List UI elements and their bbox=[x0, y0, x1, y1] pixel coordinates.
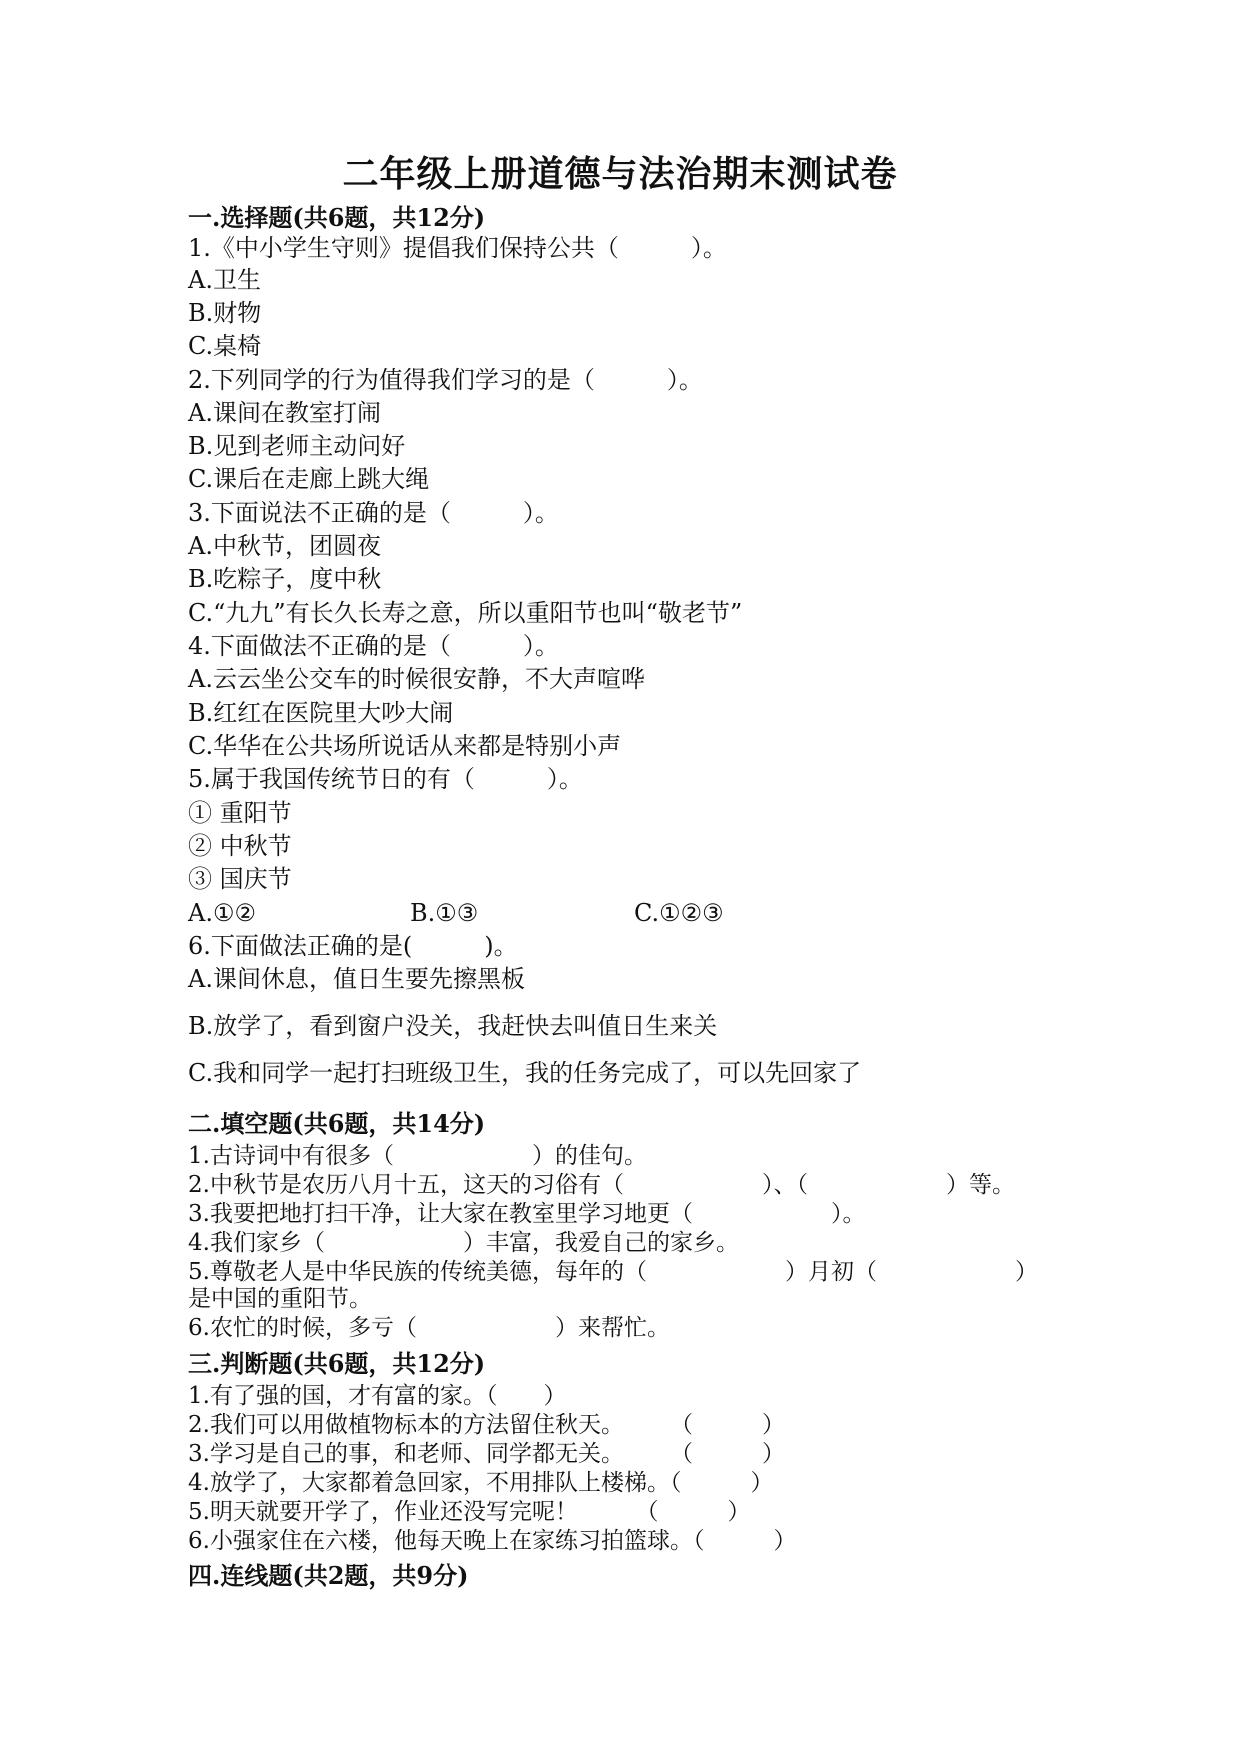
judge-question-4: 4.放学了，大家都着急回家，不用排队上楼梯。（ ） bbox=[188, 1470, 774, 1496]
judge-question-6: 6.小强家住在六楼，他每天晚上在家练习拍篮球。（ ） bbox=[188, 1528, 797, 1554]
fill-question-5: 5.尊敬老人是中华民族的传统美德，每年的（ ）月初（ ） bbox=[188, 1259, 1038, 1285]
question-6-stem: 6.下面做法正确的是( )。 bbox=[188, 932, 518, 960]
question-1-option-b: B.财物 bbox=[188, 299, 262, 327]
question-6-option-c: C.我和同学一起打扫班级卫生，我的任务完成了，可以先回家了 bbox=[188, 1059, 862, 1087]
question-4-option-a: A.云云坐公交车的时候很安静，不大声喧哗 bbox=[188, 665, 645, 693]
question-5-option-b: B.①③ bbox=[410, 899, 479, 927]
section-heading-true-false: 三.判断题(共6题，共12分) bbox=[188, 1349, 486, 1378]
question-4-option-c: C.华华在公共场所说话从来都是特别小声 bbox=[188, 732, 622, 760]
question-6-option-b: B.放学了，看到窗户没关，我赶快去叫值日生来关 bbox=[188, 1012, 718, 1040]
fill-question-5-continued: 是中国的重阳节。 bbox=[188, 1286, 372, 1312]
question-3-option-b: B.吃粽子，度中秋 bbox=[188, 565, 382, 593]
question-3-option-a: A.中秋节，团圆夜 bbox=[188, 532, 381, 560]
question-2-stem: 2.下列同学的行为值得我们学习的是（ ）。 bbox=[188, 366, 703, 394]
judge-question-3: 3.学习是自己的事，和老师、同学都无关。 （ ） bbox=[188, 1441, 785, 1467]
question-2-option-b: B.见到老师主动问好 bbox=[188, 432, 406, 460]
question-5-option-a: A.①② bbox=[188, 899, 256, 927]
judge-question-5: 5.明天就要开学了，作业还没写完呢！ （ ） bbox=[188, 1499, 751, 1525]
fill-question-1: 1.古诗词中有很多（ ）的佳句。 bbox=[188, 1143, 647, 1169]
page-title: 二年级上册道德与法治期末测试卷 bbox=[342, 153, 898, 195]
question-5-item-1: ① 重阳节 bbox=[188, 799, 292, 827]
question-2-option-c: C.课后在走廊上跳大绳 bbox=[188, 465, 430, 493]
section-heading-fill-blank: 二.填空题(共6题，共14分) bbox=[188, 1109, 486, 1138]
section-heading-choice: 一.选择题(共6题，共12分) bbox=[188, 203, 486, 232]
fill-question-2: 2.中秋节是农历八月十五，这天的习俗有（ ）、（ ）等。 bbox=[188, 1172, 1015, 1198]
question-1-option-c: C.桌椅 bbox=[188, 332, 262, 360]
question-5-item-3: ③ 国庆节 bbox=[188, 865, 292, 893]
section-heading-matching: 四.连线题(共2题，共9分) bbox=[188, 1561, 469, 1590]
question-3-stem: 3.下面说法不正确的是（ ）。 bbox=[188, 499, 559, 527]
question-5-option-c: C.①②③ bbox=[634, 899, 724, 927]
question-3-option-c: C.“九九”有长久长寿之意，所以重阳节也叫“敬老节” bbox=[188, 599, 743, 627]
question-5-item-2: ② 中秋节 bbox=[188, 832, 292, 860]
question-4-stem: 4.下面做法不正确的是（ ）。 bbox=[188, 632, 559, 660]
judge-question-1: 1.有了强的国，才有富的家。（ ） bbox=[188, 1383, 567, 1409]
fill-question-3: 3.我要把地打扫干净，让大家在教室里学习地更（ ）。 bbox=[188, 1201, 866, 1227]
fill-question-6: 6.农忙的时候，多亏（ ）来帮忙。 bbox=[188, 1315, 670, 1341]
question-5-stem: 5.属于我国传统节日的有（ ）。 bbox=[188, 765, 583, 793]
question-2-option-a: A.课间在教室打闹 bbox=[188, 399, 381, 427]
question-1-stem: 1.《中小学生守则》提倡我们保持公共（ ）。 bbox=[188, 234, 727, 262]
judge-question-2: 2.我们可以用做植物标本的方法留住秋天。 （ ） bbox=[188, 1412, 785, 1438]
question-4-option-b: B.红红在医院里大吵大闹 bbox=[188, 699, 454, 727]
question-6-option-a: A.课间休息，值日生要先擦黑板 bbox=[188, 965, 525, 993]
fill-question-4: 4.我们家乡（ ）丰富，我爱自己的家乡。 bbox=[188, 1230, 739, 1256]
question-1-option-a: A.卫生 bbox=[188, 266, 261, 294]
